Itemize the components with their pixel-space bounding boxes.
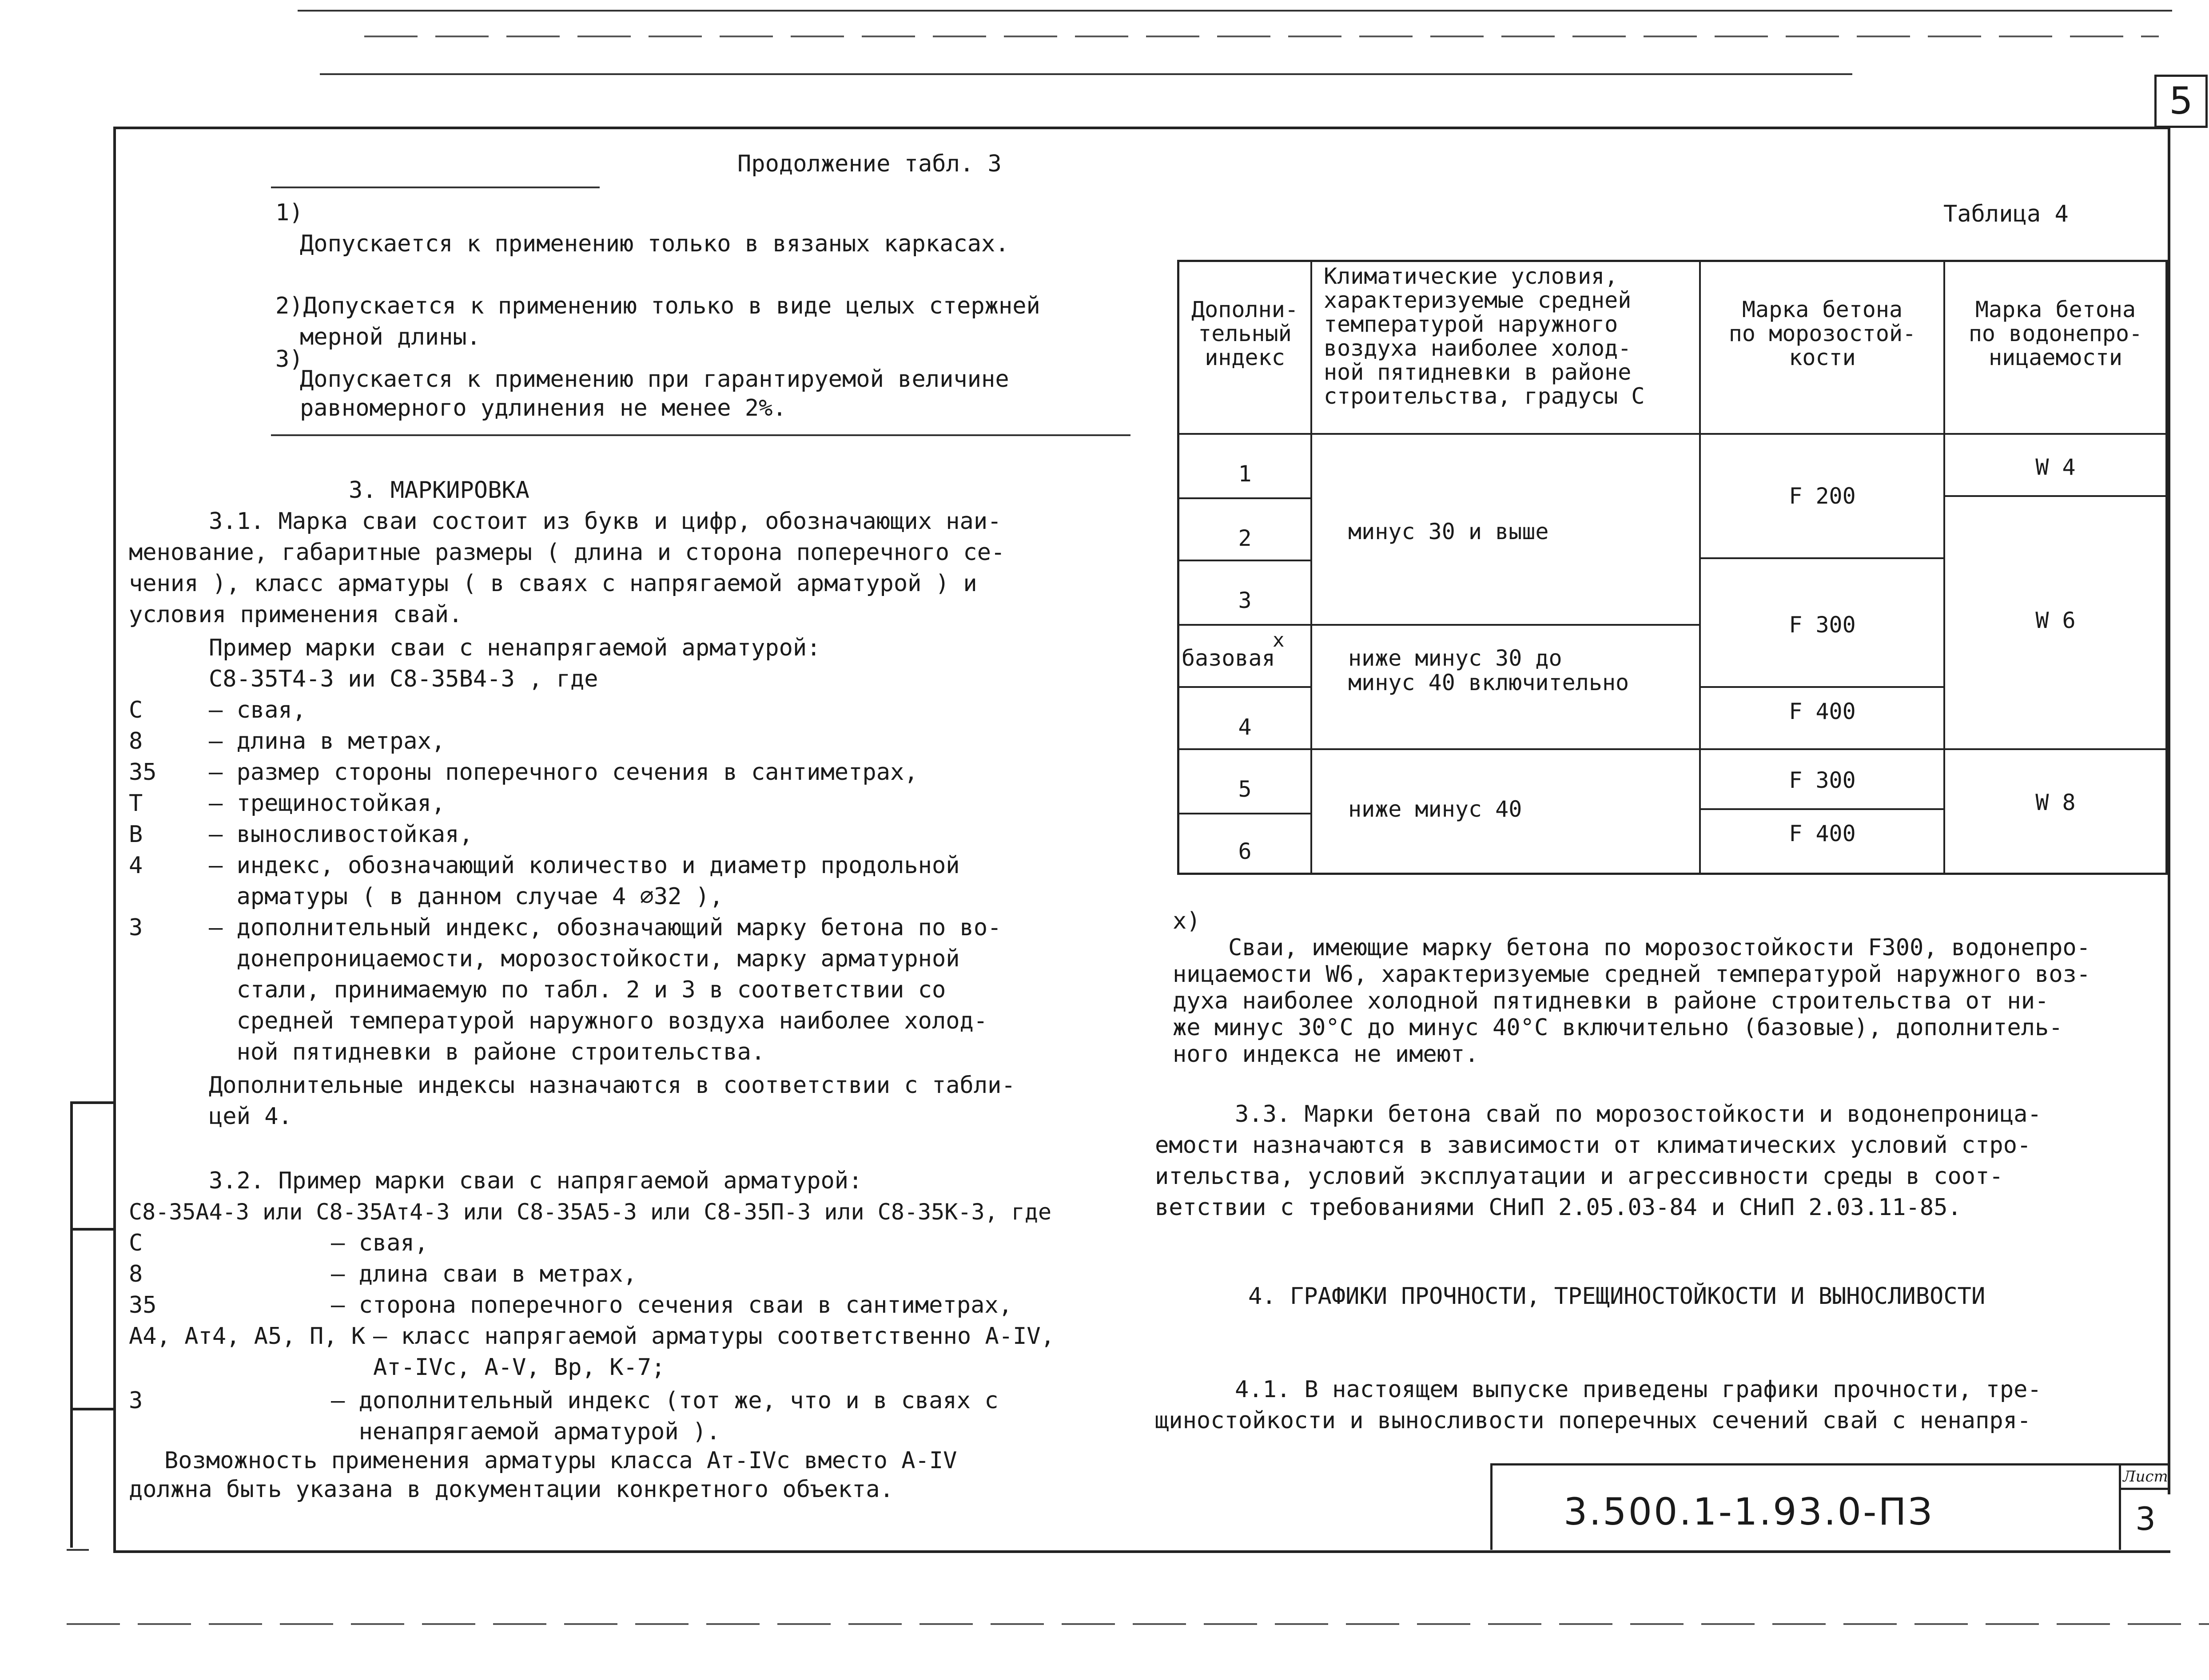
- binding-tick: [70, 1101, 113, 1104]
- index-cell: 4: [1238, 714, 1252, 740]
- legend-value: – дополнительный индекс, обозначающий марку бетона по во-: [209, 914, 1002, 941]
- table-4: [1177, 260, 2168, 875]
- table-4-caption: Таблица 4: [1943, 201, 2069, 227]
- legend-value: средней температурой наружного воздуха наиболее холод-: [209, 1008, 988, 1034]
- example-2-marks: С8-35А4-3 или С8-35Ат4-3 или С8-35А5-3 или С8-35П-3 или С8-35К-3, где: [129, 1199, 1052, 1225]
- table-footnote-line: ницаемости W6, характеризуемые средней температурой наружного воз-: [1173, 961, 2091, 988]
- legend-value: стали, принимаемую по табл. 2 и 3 в соответствии со: [209, 977, 946, 1003]
- footnote-1-mark: 1): [275, 199, 303, 226]
- index-cell: 1: [1238, 461, 1252, 487]
- table-row-rule: [1699, 557, 1943, 559]
- legend-key: С: [129, 697, 143, 723]
- footnote-3-mark: 3): [275, 346, 303, 373]
- extra-index-note: Дополнительные индексы назначаются в соответствии с табли-: [209, 1072, 1015, 1099]
- water-cell: W 8: [2035, 790, 2076, 815]
- index-cell: 3: [1238, 588, 1252, 613]
- legend-value: – трещиностойкая,: [209, 790, 446, 817]
- table-footnote: Сваи, имеющие марку бетона по морозостойкости F300, водонепро-: [1228, 934, 2091, 961]
- table-row-rule: [1179, 748, 2165, 750]
- footnote-2-cont: мерной длины.: [300, 324, 481, 350]
- footnotes-end-rule: [271, 434, 1130, 436]
- table-footnote-line: духа наиболее холодной пятидневки в районе строительства от ни-: [1173, 988, 2049, 1014]
- climate-cell: минус 30 и выше: [1348, 519, 1549, 544]
- title-block: [1490, 1463, 2170, 1550]
- page-frame-right: [2168, 127, 2170, 1494]
- legend-value: арматуры ( в данном случае 4 ∅32 ),: [209, 883, 724, 910]
- table-row-rule: [1179, 624, 1699, 626]
- table-footnote-mark: х): [1173, 908, 1201, 934]
- upper-rule: [320, 73, 1852, 75]
- top-rule: [298, 10, 2172, 12]
- table3-continuation-title: Продолжение табл. 3: [737, 151, 1002, 177]
- paragraph-3-1: 3.1. Марка сваи состоит из букв и цифр, обозначающих наи-: [209, 508, 1002, 535]
- table-row-rule: [1943, 495, 2165, 497]
- index-cell: 5: [1238, 776, 1252, 802]
- footnote-separator: [271, 187, 600, 188]
- legend-value: ненапрягаемой арматурой ).: [331, 1418, 720, 1445]
- paragraph-3-1-line: чения ), класс арматуры ( в сваях с напрягаемой арматурой ) и: [129, 570, 977, 597]
- legend-key: Т: [129, 790, 143, 817]
- climate-cell: ниже минус 40: [1348, 796, 1522, 822]
- final-note-cont: должна быть указана в документации конкретного объекта.: [129, 1476, 894, 1503]
- index-cell: 6: [1238, 838, 1252, 864]
- legend-value: – размер стороны поперечного сечения в сантиметрах,: [209, 759, 918, 786]
- legend-key: 3: [129, 1387, 143, 1414]
- sheet-box: [2119, 1466, 2170, 1550]
- bottom-dashed-rule: [67, 1623, 2209, 1625]
- final-note: Возможность применения арматуры класса Ат-IVс вместо А-IV: [164, 1447, 957, 1474]
- paragraph-3-3-line: ветствии с требованиями СНиП 2.05.03-84 и СНиП 2.03.11-85.: [1155, 1194, 1962, 1221]
- section-3-title: 3. МАРКИРОВКА: [349, 477, 529, 504]
- legend-value: – сторона поперечного сечения сваи в сантиметрах,: [331, 1292, 1013, 1319]
- table-col-divider: [1310, 262, 1312, 873]
- footnote-3-cont: равномерного удлинения не менее 2%.: [300, 395, 787, 421]
- table-row-rule: [1179, 497, 1310, 499]
- table-footnote-line: ного индекса не имеют.: [1173, 1041, 1479, 1068]
- section-4-title: 4. ГРАФИКИ ПРОЧНОСТИ, ТРЕЩИНОСТОЙКОСТИ И ВЫНОСЛИВОСТИ: [1248, 1283, 1986, 1310]
- legend-key: 8: [129, 1261, 143, 1287]
- paragraph-4-1: 4.1. В настоящем выпуске приведены графики прочности, тре-: [1235, 1376, 2042, 1403]
- index-cell: 2: [1238, 525, 1252, 551]
- document-code: 3.500.1-1.93.0-ПЗ: [1564, 1490, 1934, 1533]
- legend-key: 8: [129, 728, 143, 755]
- legend-key: 3: [129, 914, 143, 941]
- footnote-3: Допускается к применению при гарантируемой величине: [300, 366, 1009, 393]
- legend-key: В: [129, 821, 143, 848]
- extra-index-note-cont: цей 4.: [209, 1103, 292, 1130]
- index-cell-base: базовая: [1182, 645, 1275, 671]
- water-cell: W 6: [2035, 608, 2076, 633]
- legend-value: – длина сваи в метрах,: [331, 1261, 637, 1287]
- header-water: Марка бетона по водонепро- ницаемости: [1968, 297, 2143, 370]
- frost-cell: F 300: [1789, 612, 1856, 638]
- legend-value: – длина в метрах,: [209, 728, 446, 755]
- example-1-title: Пример марки сваи с ненапрягаемой арматурой:: [209, 635, 821, 661]
- paragraph-3-1-line: менование, габаритные размеры ( длина и сторона поперечного се-: [129, 539, 1005, 566]
- legend-value: – свая,: [209, 697, 306, 723]
- table-row-rule: [1179, 686, 1310, 688]
- legend-key: 35: [129, 1292, 157, 1319]
- frost-cell: F 400: [1789, 821, 1856, 846]
- legend-value: – класс напрягаемой арматуры соответственно А-IV,: [373, 1323, 1055, 1350]
- legend-key: 35: [129, 759, 157, 786]
- legend-value: – свая,: [331, 1230, 429, 1256]
- legend-value: – индекс, обозначающий количество и диаметр продольной: [209, 852, 960, 879]
- water-cell: W 4: [2035, 454, 2076, 480]
- binding-tick: [70, 1228, 113, 1231]
- paragraph-3-3-line: емости назначаются в зависимости от климатических условий стро-: [1155, 1132, 2031, 1159]
- frost-cell: F 400: [1789, 699, 1856, 724]
- binding-tick: [70, 1408, 113, 1410]
- legend-value: донепроницаемости, морозостойкости, марку арматурной: [209, 945, 960, 972]
- table-footnote-line: же минус 30°С до минус 40°С включительно (базовые), дополнитель-: [1173, 1014, 2063, 1041]
- index-base-footnote-mark: х: [1273, 629, 1285, 651]
- header-frost: Марка бетона по морозостой- кости: [1728, 297, 1916, 370]
- paragraph-3-3: 3.3. Марки бетона свай по морозостойкости и водонепроница-: [1235, 1101, 2042, 1128]
- example-1-mark: С8-35Т4-3 ии С8-35В4-3 , где: [209, 666, 598, 692]
- table-row-rule: [1699, 686, 1943, 688]
- legend-value: – выносливостойкая,: [209, 821, 473, 848]
- table-header-rule: [1179, 433, 2165, 435]
- climate-cell: минус 40 включительно: [1348, 670, 1629, 695]
- sheet-label: Лист: [2121, 1466, 2170, 1490]
- footnote-2: 2)Допускается к применению только в виде целых стержней: [275, 293, 1040, 319]
- frost-cell: F 200: [1789, 483, 1856, 509]
- sheet-number: 3: [2135, 1500, 2156, 1537]
- table-col-divider: [1699, 262, 1701, 873]
- paragraph-3-1-line: условия применения свай.: [129, 601, 463, 628]
- corner-page-number: 5: [2154, 75, 2208, 128]
- legend-key: С: [129, 1230, 143, 1256]
- footnote-1: Допускается к применению только в вязаных каркасах.: [300, 230, 1009, 257]
- header-climate: Климатические условия, характеризуемые средней температурой наружного воздуха наиболее холод- ной пятидневки в районе строительства, градусы С: [1324, 263, 1645, 409]
- bottom-stub: [67, 1549, 89, 1551]
- table-row-rule: [1699, 808, 1943, 810]
- legend-value: ной пятидневки в районе строительства.: [209, 1039, 765, 1065]
- paragraph-3-3-line: ительства, условий эксплуатации и агрессивности среды в соот-: [1155, 1163, 2003, 1190]
- binding-mark: [70, 1101, 73, 1548]
- legend-value: – дополнительный индекс (тот же, что и в сваях с: [331, 1387, 999, 1414]
- frost-cell: F 300: [1789, 767, 1856, 793]
- table-row-rule: [1179, 813, 1310, 814]
- paragraph-4-1-line: щиностойкости и выносливости поперечных сечений свай с ненапря-: [1155, 1407, 2031, 1434]
- paragraph-3-2: 3.2. Пример марки сваи с напрягаемой арматурой:: [209, 1168, 863, 1194]
- table-col-divider: [1943, 262, 1945, 873]
- table-row-rule: [1179, 560, 1310, 561]
- legend-key: 4: [129, 852, 143, 879]
- top-dashed-rule: [364, 36, 2159, 37]
- header-index: Дополни- тельный индекс: [1191, 297, 1298, 370]
- legend-value: Ат-IVс, А-V, Вр, К-7;: [373, 1354, 665, 1381]
- climate-cell: ниже минус 30 до: [1348, 645, 1562, 671]
- legend-key: А4, Ат4, А5, П, К: [129, 1323, 366, 1350]
